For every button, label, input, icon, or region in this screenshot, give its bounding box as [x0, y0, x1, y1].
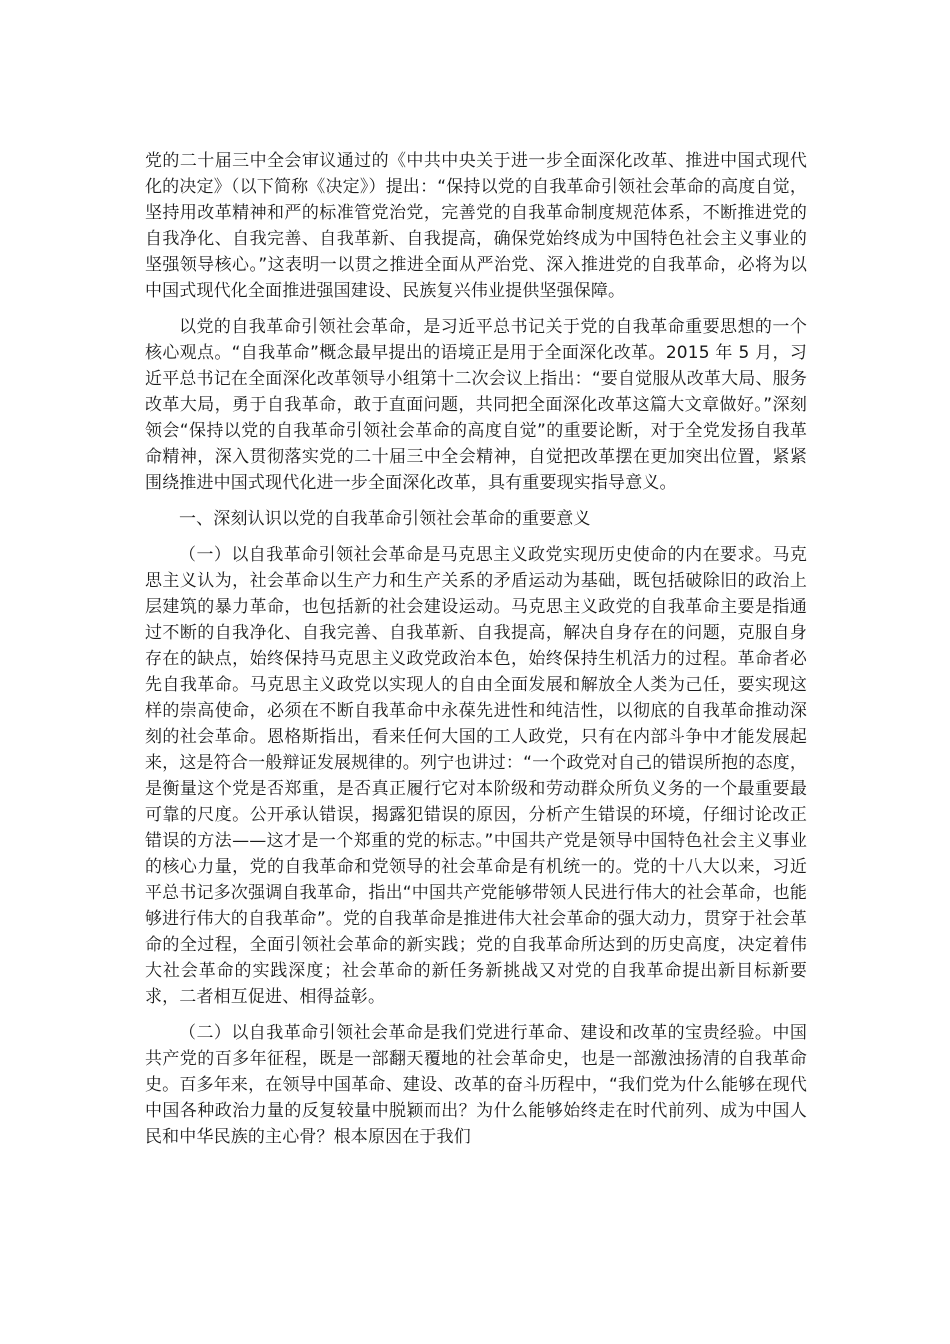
paragraph-core-view: 以党的自我革命引领社会革命，是习近平总书记关于党的自我革命重要思想的一个核心观点。“自我革命”概念最早提出的语境正是用于全面深化改革。2015 年 5 月，习近平总书记在全面深化改革领导小组第十二次会议上指出：“要自觉服从改革大局、服务改革大局，勇于自我革命，敢于直面问题，共同把全面深化改革这篇大文章做好。”深刻领会“保持以党的自我革命引领社会革命的高度自觉”的重要论断，对于全党发扬自我革命精神，深入贯彻落实党的二十届三中全会精神，自觉把改革摆在更加突出位置，紧紧围绕推进中国式现代化进一步全面深化改革，具有重要现实指导意义。 — [145, 317, 807, 493]
paragraph-intro: 党的二十届三中全会审议通过的《中共中央关于进一步全面深化改革、推进中国式现代化的决定》（以下简称《决定》）提出：“保持以党的自我革命引领社会革命的高度自觉，坚持用改革精神和严的标准管党治党，完善党的自我革命制度规范体系，不断推进党的自我净化、自我完善、自我革新、自我提高，确保党始终成为中国特色社会主义事业的坚强领导核心。”这表明一以贯之推进全面从严治党、深入推进党的自我革命，必将为以中国式现代化全面推进强国建设、民族复兴伟业提供坚强保障。 — [145, 151, 807, 301]
paragraph-subsection-2: （二）以自我革命引领社会革命是我们党进行革命、建设和改革的宝贵经验。中国共产党的百多年征程，既是一部翻天覆地的社会革命史，也是一部激浊扬清的自我革命史。百多年来，在领导中国革命、建设、改革的奋斗历程中，“我们党为什么能够在现代中国各种政治力量的反复较量中脱颖而出？为什么能够始终走在时代前列、成为中国人民和中华民族的主心骨？根本原因在于我们 — [145, 1023, 807, 1147]
section-heading-1: 一、深刻认识以党的自我革命引领社会革命的重要意义 — [179, 509, 591, 529]
document-body — [145, 148, 807, 1160]
paragraph-subsection-1: （一）以自我革命引领社会革命是马克思主义政党实现历史使命的内在要求。马克思主义认为，社会革命以生产力和生产关系的矛盾运动为基础，既包括破除旧的政治上层建筑的暴力革命，也包括新的社会建设运动。马克思主义政党的自我革命主要是指通过不断的自我净化、自我完善、自我革新、自我提高，解决自身存在的问题，克服自身存在的缺点，始终保持马克思主义政党政治本色，始终保持生机活力的过程。革命者必先自我革命。马克思主义政党以实现人的自由全面发展和解放全人类为己任，要实现这样的崇高使命，必须在不断自我革命中永葆先进性和纯洁性，以彻底的自我革命推动深刻的社会革命。恩格斯指出，看来任何大国的工人政党，只有在内部斗争中才能发展起来，这是符合一般辩证发展规律的。列宁也讲过：“一个政党对自己的错误所抱的态度，是衡量这个党是否郑重，是否真正履行它对本阶级和劳动群众所负义务的一个最重要最可靠的尺度。公开承认错误，揭露犯错误的原因，分析产生错误的环境，仔细讨论改正错误的方法——这才是一个郑重的党的标志。”中国共产党是领导中国特色社会主义事业的核心力量，党的自我革命和党领导的社会革命是有机统一的。党的十八大以来，习近平总书记多次强调自我革命，指出“中国共产党能够带领人民进行伟大的社会革命，也能够进行伟大的自我革命”。党的自我革命是推进伟大社会革命的强大动力，贯穿于社会革命的全过程，全面引领社会革命的新实践；党的自我革命所达到的历史高度，决定着伟大社会革命的实践深度；社会革命的新任务新挑战又对党的自我革命提出新目标新要求，二者相互促进、相得益彰。 — [145, 545, 807, 1007]
